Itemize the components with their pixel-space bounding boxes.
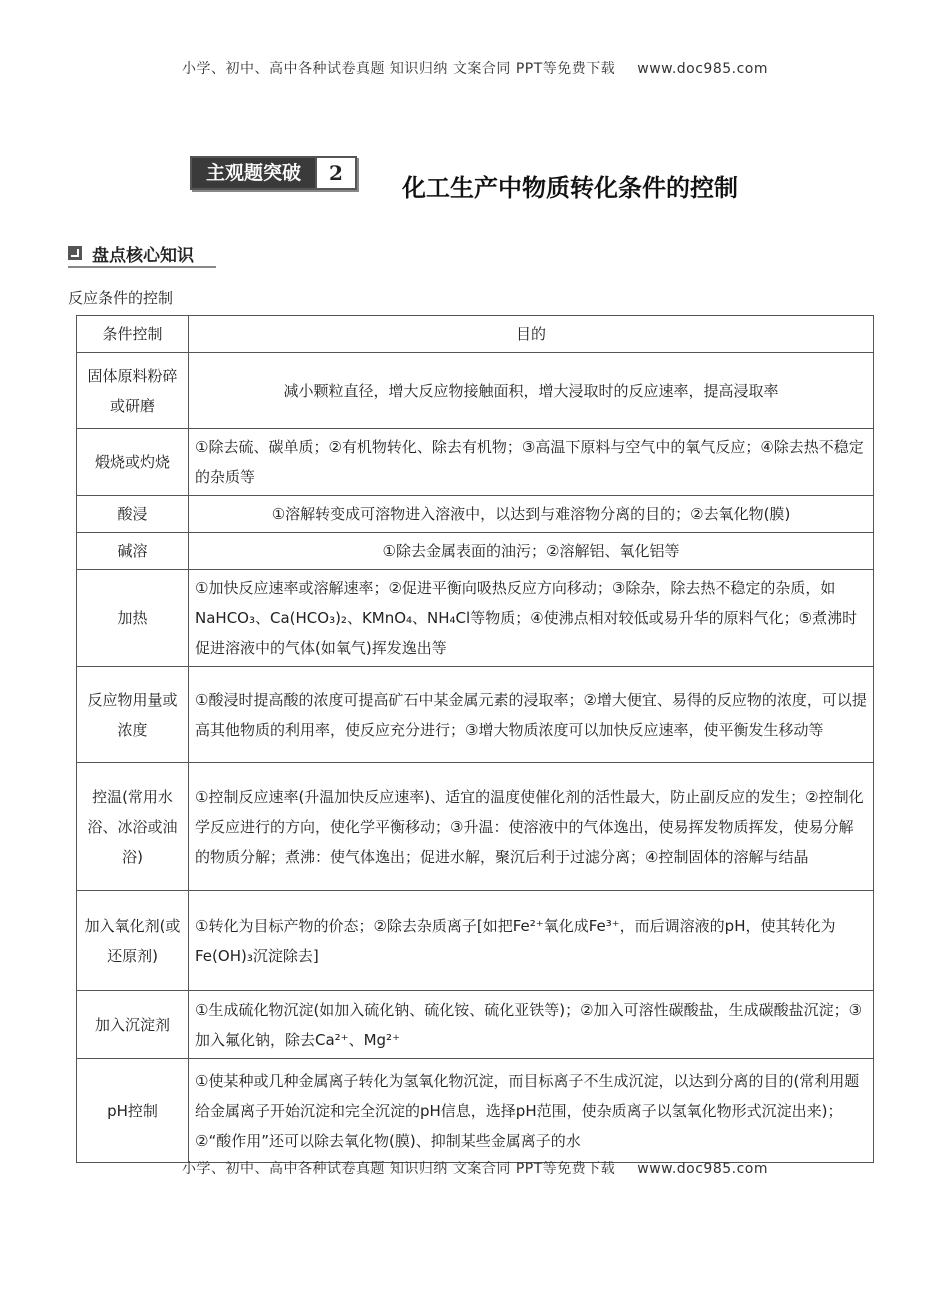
row-purpose: ①控制反应速率(升温加快反应速率)、适宜的温度使催化剂的活性最大，防止副反应的发生；②控制化学反应进行的方向，使化学平衡移动；③升温：使溶液中的气体逸出，使易挥发物质挥发，使易分解的物质分解；煮沸：使气体逸出；促进水解，聚沉后利于过滤分离；④控制固体的溶解与结晶 [189,763,874,891]
header-purpose: 目的 [189,316,874,353]
table-row [77,891,874,991]
table-row [77,496,874,533]
row-purpose: 减小颗粒直径，增大反应物接触面积，增大浸取时的反应速率，提高浸取率 [189,353,874,429]
table-row [77,1059,874,1163]
row-purpose: ①使某种或几种金属离子转化为氢氧化物沉淀，而目标离子不生成沉淀，以达到分离的目的(常利用题给金属离子开始沉淀和完全沉淀的pH信息，选择pH范围，使杂质离子以氢氧化物形式沉淀出来)；②“酸作用”还可以除去氧化物(膜)、抑制某些金属离子的水 [189,1059,874,1163]
bottom-banner [0,1158,950,1178]
row-condition: 反应物用量或浓度 [77,667,189,763]
table-row [77,763,874,891]
page-title: 化工生产中物质转化条件的控制 [402,174,738,202]
table-row [77,570,874,667]
condition-table [76,315,874,1163]
section-heading [68,240,216,268]
topic-badge-label: 主观题突破 [192,158,315,188]
header-condition: 条件控制 [77,316,189,353]
banner-site-link[interactable]: www.doc985.com [637,61,769,77]
table-row [77,429,874,496]
row-condition: 控温(常用水浴、冰浴或油浴) [77,763,189,891]
row-condition: 煅烧或灼烧 [77,429,189,496]
row-condition: 加入沉淀剂 [77,991,189,1059]
row-purpose: ①酸浸时提高酸的浓度可提高矿石中某金属元素的浸取率；②增大便宜、易得的反应物的浓度，可以提高其他物质的利用率，使反应充分进行；③增大物质浓度可以加快反应速率，使平衡发生移动等 [189,667,874,763]
row-purpose: ①除去硫、碳单质；②有机物转化、除去有机物；③高温下原料与空气中的氧气反应；④除去热不稳定的杂质等 [189,429,874,496]
table-row [77,533,874,570]
row-purpose: ①除去金属表面的油污；②溶解铝、氧化铝等 [189,533,874,570]
subheading: 反应条件的控制 [68,289,174,307]
table-row [77,667,874,763]
banner-text: 小学、初中、高中各种试卷真题 知识归纳 文案合同 PPT等免费下载 [181,1161,616,1177]
row-condition: 加入氧化剂(或还原剂) [77,891,189,991]
row-purpose: ①加快反应速率或溶解速率；②促进平衡向吸热反应方向移动；③除杂，除去热不稳定的杂质，如NaHCO₃、Ca(HCO₃)₂、KMnO₄、NH₄Cl等物质；④使沸点相对较低或易升华的原料气化；⑤煮沸时促进溶液中的气体(如氧气)挥发逸出等 [189,570,874,667]
topic-badge [190,156,357,190]
row-condition: 碱溶 [77,533,189,570]
row-purpose: ①生成硫化物沉淀(如加入硫化钠、硫化铵、硫化亚铁等)；②加入可溶性碳酸盐，生成碳酸盐沉淀；③加入氟化钠，除去Ca²⁺、Mg²⁺ [189,991,874,1059]
top-banner [0,58,950,78]
topic-badge-number: 2 [315,158,355,188]
table-header-row [77,316,874,353]
banner-text: 小学、初中、高中各种试卷真题 知识归纳 文案合同 PPT等免费下载 [181,61,616,77]
table-row [77,353,874,429]
section-heading-text: 盘点核心知识 [92,245,194,266]
row-condition: 固体原料粉碎或研磨 [77,353,189,429]
banner-site-link[interactable]: www.doc985.com [637,1161,769,1177]
row-purpose: ①转化为目标产物的价态；②除去杂质离子[如把Fe²⁺氧化成Fe³⁺，而后调溶液的pH，使其转化为Fe(OH)₃沉淀除去] [189,891,874,991]
row-condition: 加热 [77,570,189,667]
row-condition: 酸浸 [77,496,189,533]
row-purpose: ①溶解转变成可溶物进入溶液中，以达到与难溶物分离的目的；②去氧化物(膜) [189,496,874,533]
row-condition: pH控制 [77,1059,189,1163]
table-row [77,991,874,1059]
book-icon [68,246,82,260]
